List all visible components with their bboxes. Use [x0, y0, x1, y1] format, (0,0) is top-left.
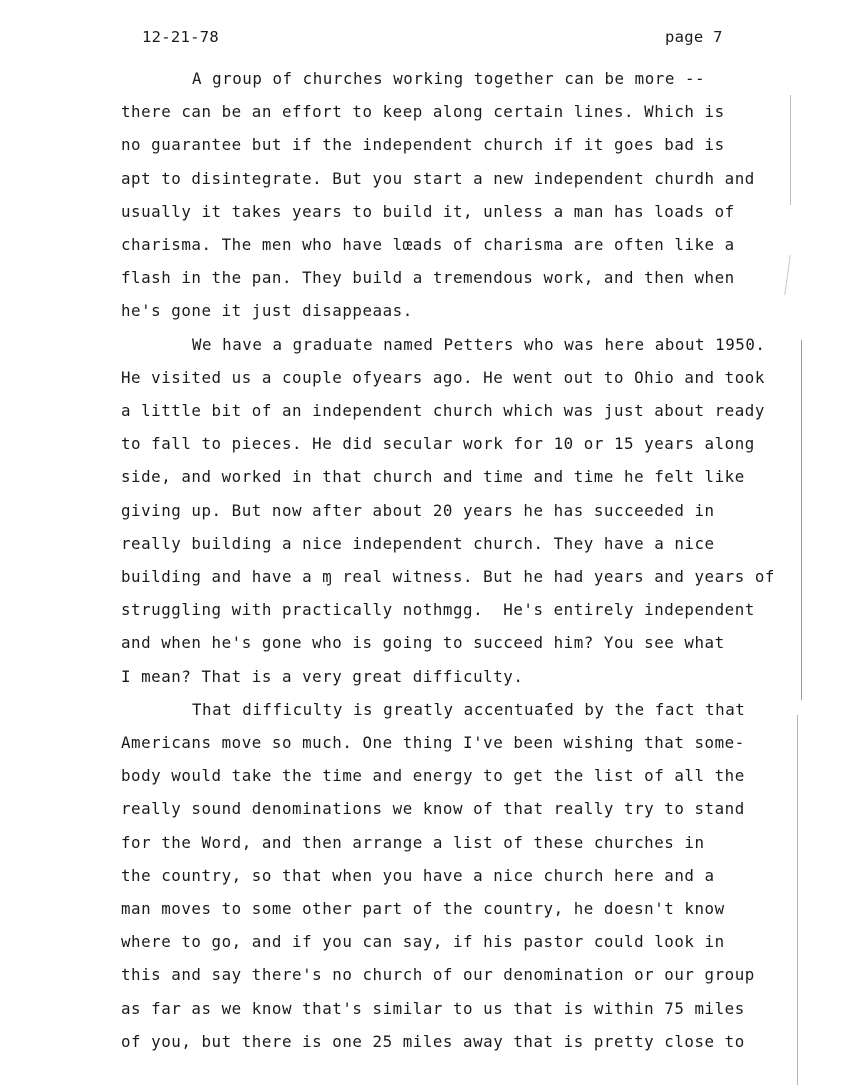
text-line: where to go, and if you can say, if his pastor could look in — [121, 932, 725, 951]
text-line: flash in the pan. They build a tremendous work, and then when — [121, 268, 735, 287]
document-date: 12-21-78 — [142, 28, 220, 46]
text-line: apt to disintegrate. But you start a new independent churdh and — [121, 169, 755, 188]
page-number: page 7 — [665, 28, 723, 46]
text-line: body would take the time and energy to get the list of all the — [121, 766, 745, 785]
text-line: struggling with practically nothmgg. He's entirely independent — [121, 600, 755, 619]
margin-mark — [784, 255, 791, 295]
text-line: he's gone it just disappeaas. — [121, 301, 413, 320]
text-line: I mean? That is a very great difficulty. — [121, 667, 524, 686]
margin-mark — [797, 715, 798, 1085]
text-line: usually it takes years to build it, unless a man has loads of — [121, 202, 735, 221]
text-line: no guarantee but if the independent church if it goes bad is — [121, 135, 725, 154]
text-line: A group of churches working together can be more -- — [192, 69, 706, 88]
text-line: side, and worked in that church and time and time he felt like — [121, 467, 745, 486]
text-line: Americans move so much. One thing I've been wishing that some- — [121, 733, 745, 752]
text-line: That difficulty is greatly accentuaƭed by the fact that — [192, 700, 746, 719]
text-line: as far as we know that's similar to us that is within 75 miles — [121, 999, 745, 1018]
text-line: charisma. The men who have lœads of charisma are often like a — [121, 235, 735, 254]
text-line: to fall to pieces. He did secular work for 10 or 15 years along — [121, 434, 755, 453]
text-line: giving up. But now after about 20 years he has succeeded in — [121, 501, 715, 520]
text-line: He visited us a couple ofyears ago. He went out to Ohio and took — [121, 368, 765, 387]
text-line: man moves to some other part of the country, he doesn't know — [121, 899, 725, 918]
text-line: this and say there's no church of our denomination or our group — [121, 965, 755, 984]
text-line: for the Word, and then arrange a list of these churches in — [121, 833, 705, 852]
margin-mark — [801, 340, 802, 700]
margin-mark — [790, 95, 791, 205]
text-line: really building a nice independent church. They have a nice — [121, 534, 715, 553]
text-line: a little bit of an independent church which was just about ready — [121, 401, 765, 420]
text-line: there can be an effort to keep along certain lines. Which is — [121, 102, 725, 121]
text-line: of you, but there is one 25 miles away that is pretty close to — [121, 1032, 745, 1051]
text-line: and when he's gone who is going to succeed him? You see what — [121, 633, 725, 652]
text-line: the country, so that when you have a nice church here and a — [121, 866, 715, 885]
text-line: building and have a ɱ real witness. But he had years and years of — [121, 567, 775, 586]
text-line: We have a graduate named Petters who was here about 1950. — [192, 335, 766, 354]
text-line: really sound denominations we know of that really try to stand — [121, 799, 745, 818]
